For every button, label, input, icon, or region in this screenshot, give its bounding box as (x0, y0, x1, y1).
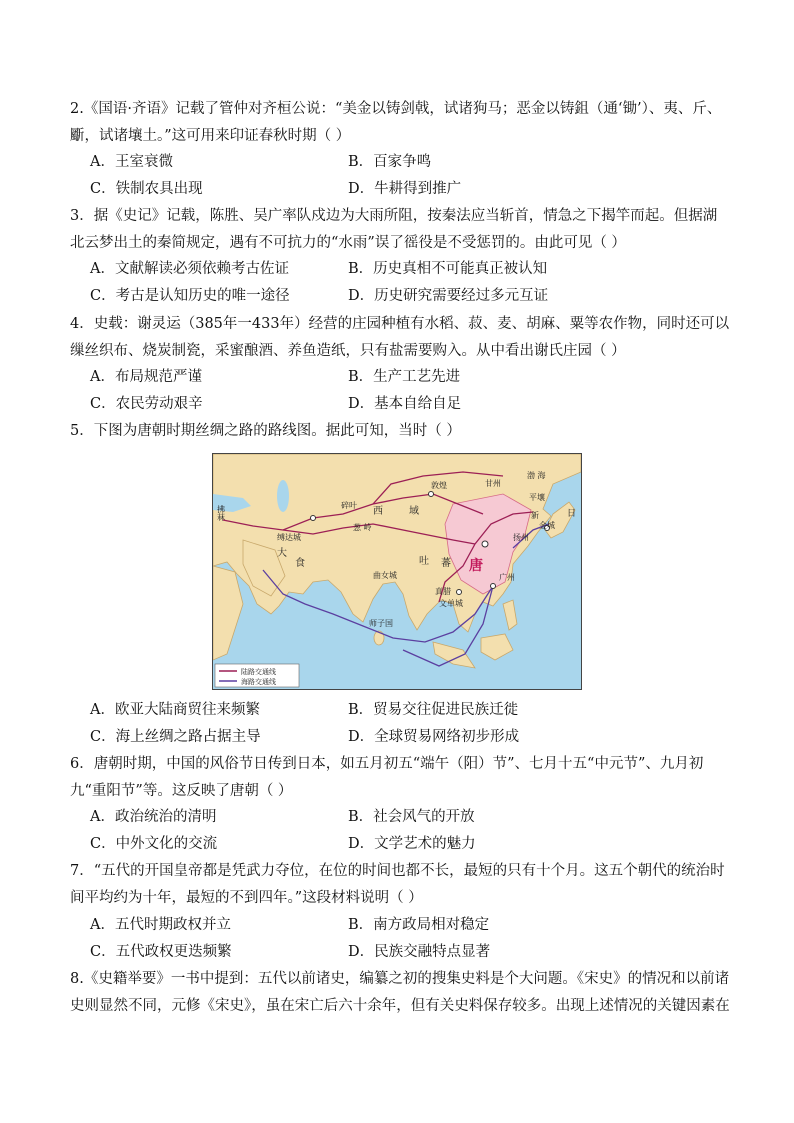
question-5-options (90, 697, 710, 750)
label-congling: 葱 岭 (353, 523, 372, 532)
option-b[interactable]: B．南方政局相对稳定 (348, 917, 490, 933)
label-wendan: 文单城 (439, 599, 463, 608)
option-c[interactable]: C．考古是认知历史的唯一途径 (90, 287, 290, 304)
option-a[interactable]: A．王室衰微 (90, 154, 173, 170)
label-dunhuang: 敦煌 (431, 481, 447, 490)
question-3-options (90, 256, 710, 309)
map-legend (215, 664, 299, 687)
option-d[interactable]: D．历史研究需要经过多元互证 (348, 287, 549, 304)
label-dashi-1: 大 (277, 548, 287, 559)
option-c[interactable]: C．中外文化的交流 (90, 835, 218, 852)
question-8-stem: 8.《史籍举要》一书中提到：五代以前诸史，编纂之初的搜集史料是个大问题。《宋史》的情况和以前诸史则显然不同，元修《宋史》，虽在宋亡后六十余年，但有关史料保存较多。出现上述情况的关键因素在 (70, 971, 730, 1014)
option-c[interactable]: C．五代政权更迭频繁 (90, 943, 232, 960)
option-c[interactable]: C．农民劳动艰辛 (90, 395, 203, 412)
label-jincheng: 金城 (539, 521, 555, 530)
city-changan-icon (482, 541, 488, 547)
option-d[interactable]: D．全球贸易网络初步形成 (348, 728, 520, 745)
option-a[interactable]: A．布局规范严谨 (90, 369, 202, 385)
label-dashi-2: 食 (295, 558, 305, 569)
option-b[interactable]: B．贸易交往促进民族迁徙 (348, 702, 519, 718)
label-japan: 日 (567, 509, 577, 519)
option-b[interactable]: B．生产工艺先进 (348, 369, 461, 385)
option-a[interactable]: A．欧亚大陆商贸往来频繁 (90, 702, 260, 718)
label-tubo-1: 吐 (419, 556, 429, 567)
label-zhenla: 真腊 (435, 587, 451, 596)
city-dunhuang-icon (429, 492, 434, 497)
question-2-stem: 2.《国语·齐语》记载了管仲对齐桓公说：“美金以铸剑戟，试诸狗马；恶金以铸鉏（通‘锄’）、夷、斤、斸，试诸壤土。”这可用来印证春秋时期（ ） (70, 101, 722, 144)
label-baghdad: 缚达城 (277, 533, 301, 542)
label-western-region-2: 域 (409, 506, 419, 517)
question-3-stem: 3．据《史记》记载，陈胜、吴广率队戍边为大雨所阻，按秦法应当斩首，情急之下揭竿而起。但据湖北云梦出土的秦简规定，遇有不可抗力的“水雨”误了徭役是不受惩罚的。由此可见（ ） (70, 208, 718, 251)
label-ganzhou: 甘州 (485, 479, 501, 488)
legend-land-label: 陆路交通线 (241, 668, 276, 676)
option-d[interactable]: D．牛耕得到推广 (348, 180, 462, 197)
city-baghdad-icon (311, 516, 316, 521)
label-fu: 拂 (217, 505, 225, 514)
question-7-options (90, 912, 710, 965)
label-tubo-2: 蕃 (441, 558, 451, 569)
question-6-stem: 6．唐朝时期，中国的风俗节日传到日本，如五月初五“端午（阳）节”、七月十五“中元节”、九月初九“重阳节”等。这反映了唐朝（ ） (70, 756, 704, 799)
label-qufunu: 曲女城 (373, 571, 397, 580)
label-bohai: 渤 海 (527, 471, 546, 480)
label-tang: 唐 (469, 558, 483, 574)
option-d[interactable]: D．文学艺术的魅力 (348, 835, 476, 852)
label-lin: 菻 (217, 513, 225, 522)
label-guangzhou: 广州 (499, 573, 515, 582)
option-b[interactable]: B．社会风气的开放 (348, 809, 475, 825)
option-b[interactable]: B．历史真相不可能真正被认知 (348, 261, 548, 277)
question-4-options (90, 364, 710, 417)
label-shiziguo: 师子国 (369, 619, 393, 628)
question-7-stem: 7．“五代的开国皇帝都是凭武力夺位，在位的时间也都不长，最短的只有十个月。这五个朝代的统治时间平均约为十年，最短的不到四年。”这段材料说明（ ） (70, 863, 725, 906)
option-d[interactable]: D．基本自给自足 (348, 395, 462, 412)
question-4-stem: 4．史载：谢灵运（385年一433年）经营的庄园种植有水稻、菽、麦、胡麻、粟等农作物，同时还可以缫丝织布、烧炭制瓷，采蜜酿酒、养鱼造纸，只有盐需要购入。从中看出谢氏庄园（ ） (70, 316, 730, 359)
label-suiye: 碎叶 (341, 501, 357, 510)
silk-road-map (212, 453, 582, 690)
city-guangzhou-icon (491, 584, 496, 589)
label-yangzhou: 扬州 (513, 533, 529, 542)
label-xinluo: 新 (531, 511, 539, 520)
option-a[interactable]: A．文献解读必须依赖考古佐证 (90, 261, 289, 277)
label-pingrang: 平壤 (529, 493, 545, 502)
option-a[interactable]: A．五代时期政权并立 (90, 917, 231, 933)
legend-sea-label: 海路交通线 (241, 678, 276, 686)
option-c[interactable]: C．海上丝绸之路占据主导 (90, 728, 261, 745)
question-2-options (90, 149, 710, 202)
option-c[interactable]: C．铁制农具出现 (90, 180, 203, 197)
caspian-sea (277, 480, 289, 512)
option-b[interactable]: B．百家争鸣 (348, 154, 432, 170)
silk-road-map-svg (213, 454, 581, 689)
question-5-stem: 5．下图为唐朝时期丝绸之路的路线图。据此可知，当时（ ） (70, 423, 461, 439)
option-d[interactable]: D．民族交融特点显著 (348, 943, 491, 960)
option-a[interactable]: A．政治统治的清明 (90, 809, 217, 825)
city-wendan-icon (457, 590, 462, 595)
question-6-options (90, 804, 710, 857)
label-western-region-1: 西 (373, 506, 383, 517)
